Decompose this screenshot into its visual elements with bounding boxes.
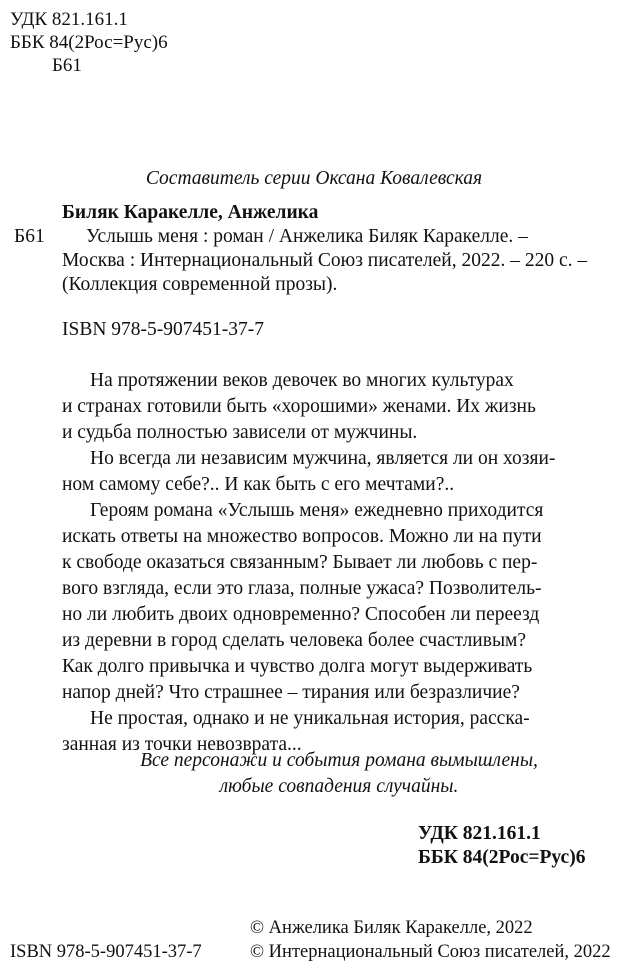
disclaimer [0,748,628,800]
annotation-line: искать ответы на множество вопросов. Можно ли на пути [62,526,542,547]
annotation-line: занная из точки невозврата... [62,734,302,755]
card-isbn: ISBN 978-5-907451-37-7 [62,319,265,340]
disclaimer-line: Все персонажи и события романа вымышлены, [140,750,538,771]
annotation-line: напор дней? Что страшнее – тирания или безразличие? [62,682,520,703]
header-bbk: ББК 84(2Рос=Рус)6 [10,32,168,53]
annotation-line: Героям романа «Услышь меня» ежедневно приходится [90,500,544,521]
card-line: Услышь меня : роман / Анжелика Биляк Каракелле. – [86,226,528,247]
annotation-line: и странах готовили быть «хорошими» женами. Их жизнь [62,396,536,417]
annotation-line: Как долго привычка и чувство долга могут выдерживать [62,656,533,677]
bibliographic-card [62,201,587,297]
card-line: Москва : Интернациональный Союз писателей, 2022. – 220 с. – [62,250,588,271]
copyright-line: © Анжелика Биляк Каракелле, 2022 [250,918,533,938]
header-author-mark: Б61 [52,55,82,76]
copyright-line: © Интернациональный Союз писателей, 2022 [250,942,611,962]
annotation-line: и судьба полностью зависели от мужчины. [62,422,418,443]
annotation-line: ном самому себе?.. И как быть с его мечтами?.. [62,474,455,495]
card-author: Биляк Каракелле, Анжелика [62,202,319,223]
card-line: (Коллекция современной прозы). [62,274,338,295]
annotation-line: но ли любить двоих одновременно? Способен ли переезд [62,604,540,625]
card-author-mark: Б61 [14,226,45,247]
annotation [62,368,616,758]
bottom-bbk: ББК 84(2Рос=Рус)6 [418,847,586,868]
annotation-line: вого взгляда, если это глаза, полные ужаса? Позволитель- [62,578,542,599]
bottom-codes [418,822,585,870]
header-codes [10,8,168,77]
isbn-bottom: ISBN 978-5-907451-37-7 [10,942,202,962]
annotation-line: из деревни в город сделать человека более счастливым? [62,630,527,651]
series-compiler: Составитель серии Оксана Ковалевская [145,168,483,189]
annotation-line: На протяжении веков девочек во многих культурах [90,370,514,391]
copyright [250,916,611,964]
annotation-line: к свободе оказаться связанным? Бывает ли любовь с пер- [62,552,538,573]
annotation-line: Но всегда ли независим мужчина, является ли он хозяи- [90,448,556,469]
header-udk: УДК 821.161.1 [10,9,128,30]
disclaimer-line: любые совпадения случайны. [219,776,459,797]
annotation-line: Не простая, однако и не уникальная история, расска- [90,708,530,729]
bottom-udk: УДК 821.161.1 [418,823,541,844]
